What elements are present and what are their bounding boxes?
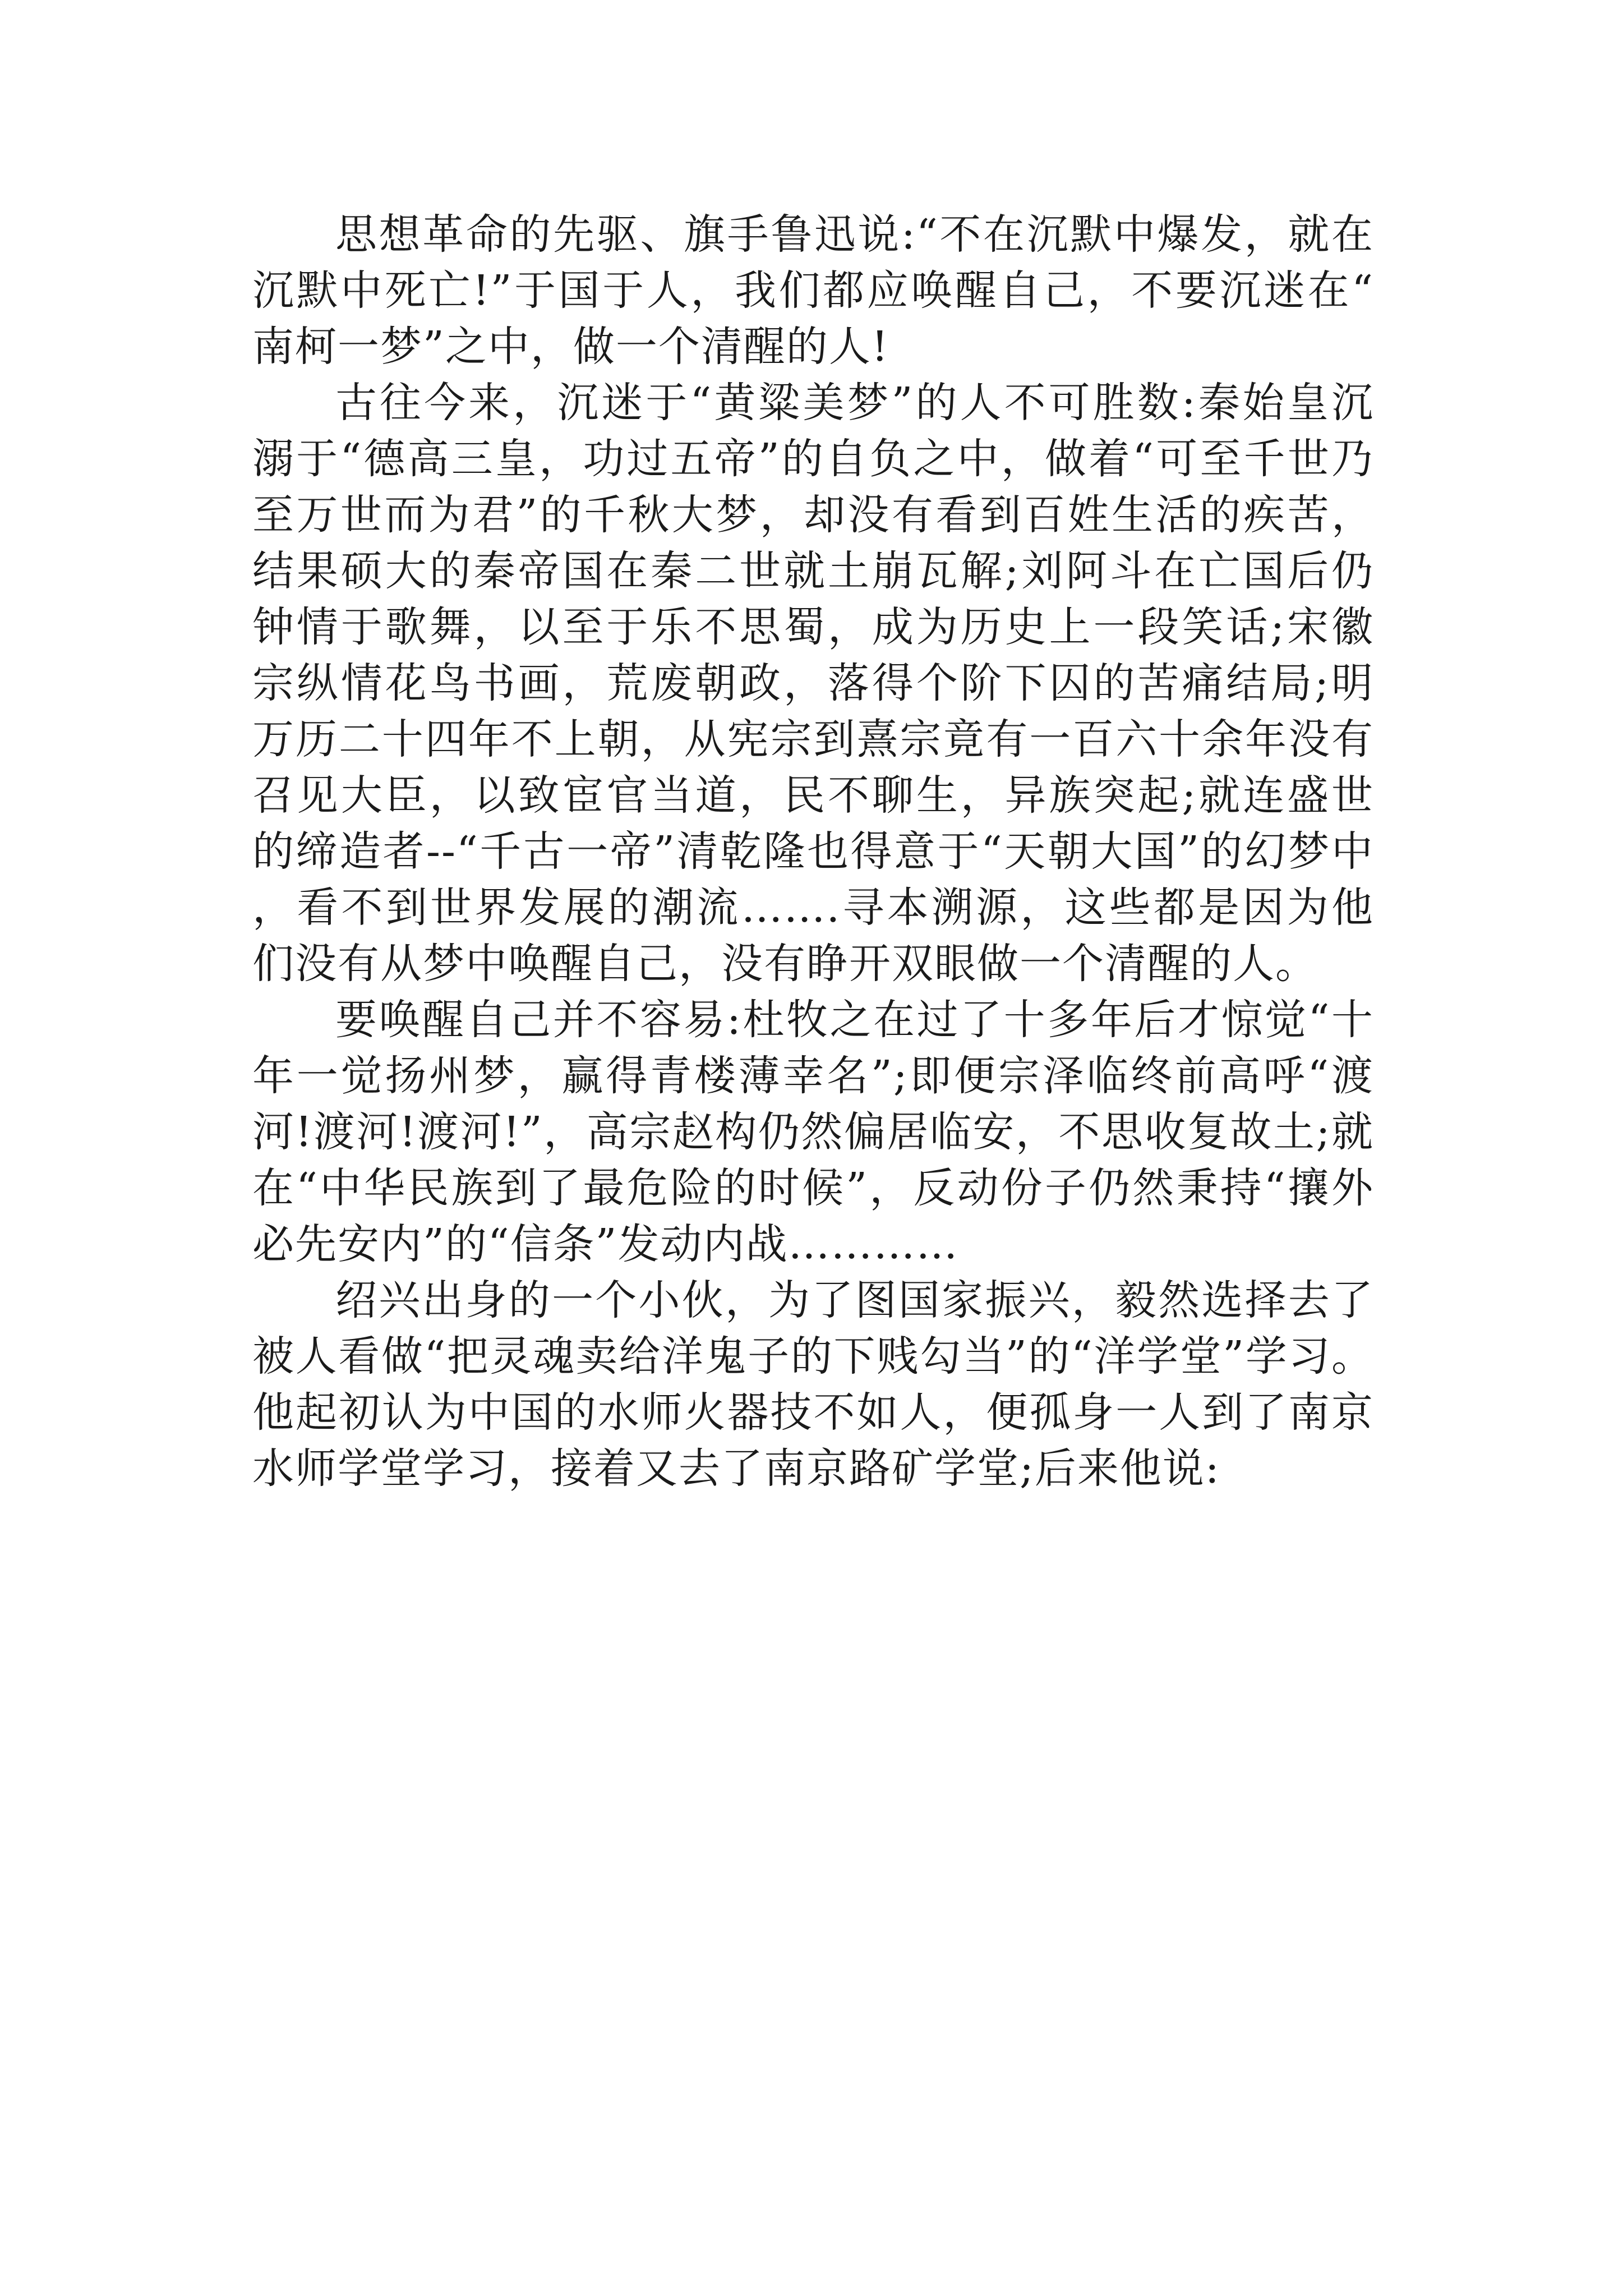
paragraph-1: 思想革命的先驱、旗手鲁迅说:“不在沉默中爆发，就在沉默中死亡!”于国于人，我们都应唤醒自己，不要沉迷在“南柯一梦”之中，做一个清醒的人! [252,210,1374,371]
paragraph-4: 绍兴出身的一个小伙，为了图国家振兴，毅然选择去了被人看做“把灵魂卖给洋鬼子的下贱勾当”的“洋学堂”学习。他起初认为中国的水师火器技不如人，便孤身一人到了南京水师学堂学习，接着又去了南京路矿学堂;后来他说: [252,1276,1374,1493]
body-text [252,206,1374,1497]
paragraph-2: 古往今来，沉迷于“黄粱美梦”的人不可胜数:秦始皇沉溺于“德高三皇，功过五帝”的自负之中，做着“可至千世乃至万世而为君”的千秋大梦，却没有看到百姓生活的疾苦，结果硕大的秦帝国在秦二世就土崩瓦解;刘阿斗在亡国后仍钟情于歌舞，以至于乐不思蜀，成为历史上一段笑话;宋徽宗纵情花鸟书画，荒废朝政，落得个阶下囚的苦痛结局;明万历二十四年不上朝，从宪宗到熹宗竟有一百六十余年没有召见大臣，以致宦官当道，民不聊生，异族突起;就连盛世的缔造者--“千古一帝”清乾隆也得意于“天朝大国”的幻梦中，看不到世界发展的潮流…….寻本溯源，这些都是因为他们没有从梦中唤醒自己，没有睁开双眼做一个清醒的人。 [252,379,1374,988]
paragraph-3: 要唤醒自己并不容易:杜牧之在过了十多年后才惊觉“十年一觉扬州梦，赢得青楼薄幸名”;即便宗泽临终前高呼“渡河!渡河!渡河!”，高宗赵构仍然偏居临安，不思收复故土;就在“中华民族到了最危险的时候”，反动份子仍然秉持“攘外必先安内”的“信条”发动内战………… [252,996,1374,1268]
